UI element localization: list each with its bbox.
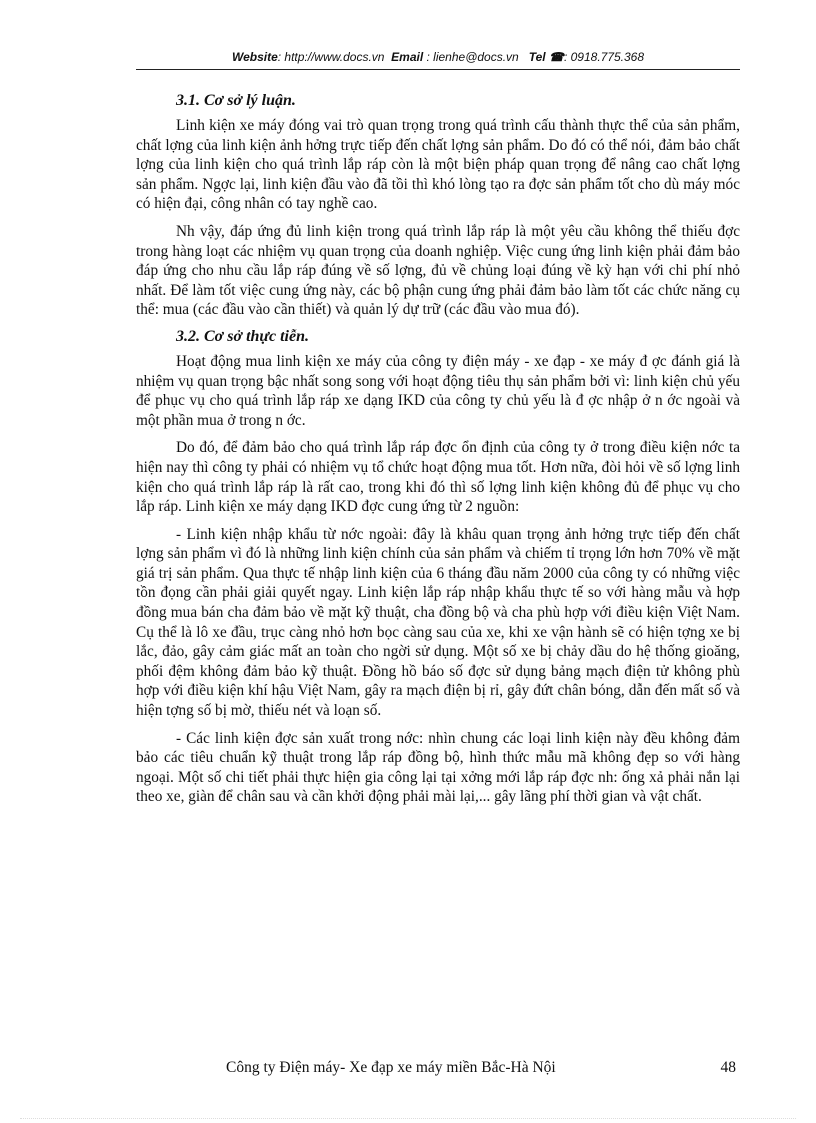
page-number: 48 bbox=[720, 1059, 736, 1076]
document-body bbox=[136, 92, 740, 815]
tel-value: : 0918.775.368 bbox=[563, 50, 645, 64]
footer-company: Công ty Điện máy- Xe đạp xe máy miền Bắc-Hà Nội bbox=[226, 1059, 556, 1076]
email-label: Email bbox=[391, 50, 424, 64]
website-value: : http://www.docs.vn bbox=[277, 50, 385, 64]
paragraph: - Các linh kiện đợc sản xuất trong nớc: nhìn chung các loại linh kiện này đều không đảm bảo các tiêu chuẩn kỹ thuật trong lắp ráp đồng bộ, hình thức mẫu mã không đẹp so với hàng ngoại. Một số chi tiết phải thực hiện gia công lại tại xởng mới lắp ráp đợc nh: ống xả phải nắn lại theo xe, giàn để chân sau và cần khởi động phải mài lại,... gây lãng phí thời gian và vật chất. bbox=[136, 729, 740, 806]
email-value: : lienhe@docs.vn bbox=[426, 50, 519, 64]
header-divider bbox=[136, 69, 740, 70]
section-3-2-title: 3.2. Cơ sở thực tiễn. bbox=[176, 327, 309, 345]
tel-label: Tel bbox=[528, 50, 546, 64]
section-3-1-title: 3.1. Cơ sở lý luận. bbox=[176, 92, 296, 109]
paragraph: Nh vậy, đáp ứng đủ linh kiện trong quá trình lắp ráp là một yêu cầu không thể thiếu đợc trong hàng loạt các nhiệm vụ quan trọng của doanh nghiệp. Việc cung ứng linh kiện phải đảm bảo đáp ứng cho nhu cầu lắp ráp đúng về số lợng, đủ về chủng loại đúng về kỳ hạn với chi phí nhỏ nhất. Để làm tốt việc cung ứng này, các bộ phận cung ứng phải đảm bảo làm tốt các chức năng cụ thể: mua (các đầu vào cần thiết) và quản lý dự trữ (các đầu vào mua đó). bbox=[136, 222, 740, 319]
paragraph: - Linh kiện nhập khẩu từ nớc ngoài: đây là khâu quan trọng ảnh hởng trực tiếp đến chất lợng sản phẩm vì đó là những linh kiện chính của sản phẩm và chiếm tỉ trọng lớn hơn 70% về mặt giá trị sản phẩm. Qua thực tế nhập linh kiện của 6 tháng đầu năm 2000 của công ty có những việc tồn đọng cần phải giải quyết ngay. Linh kiện lắp ráp nhập khẩu thực tế so với hàng mẫu và hợp đồng mua bán cha đảm bảo về mặt kỹ thuật, cha đồng bộ và cha phù hợp với điều kiện Việt Nam. Cụ thể là lô xe đầu, trục càng nhỏ hơn bọc càng sau của xe, khi xe vận hành sẽ có hiện tợng xe bị lắc, đảo, gây cảm giác mất an toàn cho ngời sử dụng. Một số xe bị chảy dầu do hệ thống gioăng, phối đệm không đảm bảo kỹ thuật. Đồng hồ báo số đợc sử dụng bảng mạch điện tử không phù hợp với điều kiện khí hậu Việt Nam, gây ra mạch điện bị rỉ, gây đứt chân bóng, dẫn đến mất số và hiện tợng số bị mờ, thiếu nét và loạn số. bbox=[136, 525, 740, 720]
paragraph: Hoạt động mua linh kiện xe máy của công ty điện máy - xe đạp - xe máy đ ợc đánh giá là nhiệm vụ quan trọng bậc nhất song song với hoạt động tiêu thụ sản phẩm bởi vì: linh kiện chủ yếu để phục vụ cho quá trình lắp ráp xe dạng IKD của công ty chủ yếu là đ ợc nhập ở n ớc ngoài và một phần mua ở trong n ớc. bbox=[136, 352, 740, 429]
website-label: Website bbox=[231, 50, 278, 64]
paragraph: Do đó, để đảm bảo cho quá trình lắp ráp đợc ổn định của công ty ở trong điều kiện nớc ta hiện nay thì công ty phải có nhiệm vụ tổ chức hoạt động mua tốt. Hơn nữa, đòi hỏi về số lợng linh kiện cho quá trình lắp ráp là rất cao, trong khi đó thì số lợng linh kiện không đủ để phục vụ cho lắp ráp. Linh kiện xe máy dạng IKD đợc cung ứng từ 2 nguồn: bbox=[136, 439, 740, 516]
bottom-divider bbox=[20, 1118, 796, 1119]
paragraph: Linh kiện xe máy đóng vai trò quan trọng trong quá trình cấu thành thực thể của sản phẩm, chất lợng của linh kiện ảnh hởng trực tiếp đến chất lợng sản phẩm. Do đó có thể nói, đảm bảo chất lợng của linh kiện cho quá trình lắp ráp còn là một biện pháp quan trọng để nâng cao chất lợng sản phẩm. Ngợc lại, linh kiện đầu vào đã tồi thì khó lòng tạo ra đợc sản phẩm tốt cho dù máy móc có hiện đại, công nhân có tay nghề cao. bbox=[136, 117, 740, 213]
phone-icon: ☎ bbox=[549, 50, 564, 64]
page-header bbox=[136, 50, 740, 64]
